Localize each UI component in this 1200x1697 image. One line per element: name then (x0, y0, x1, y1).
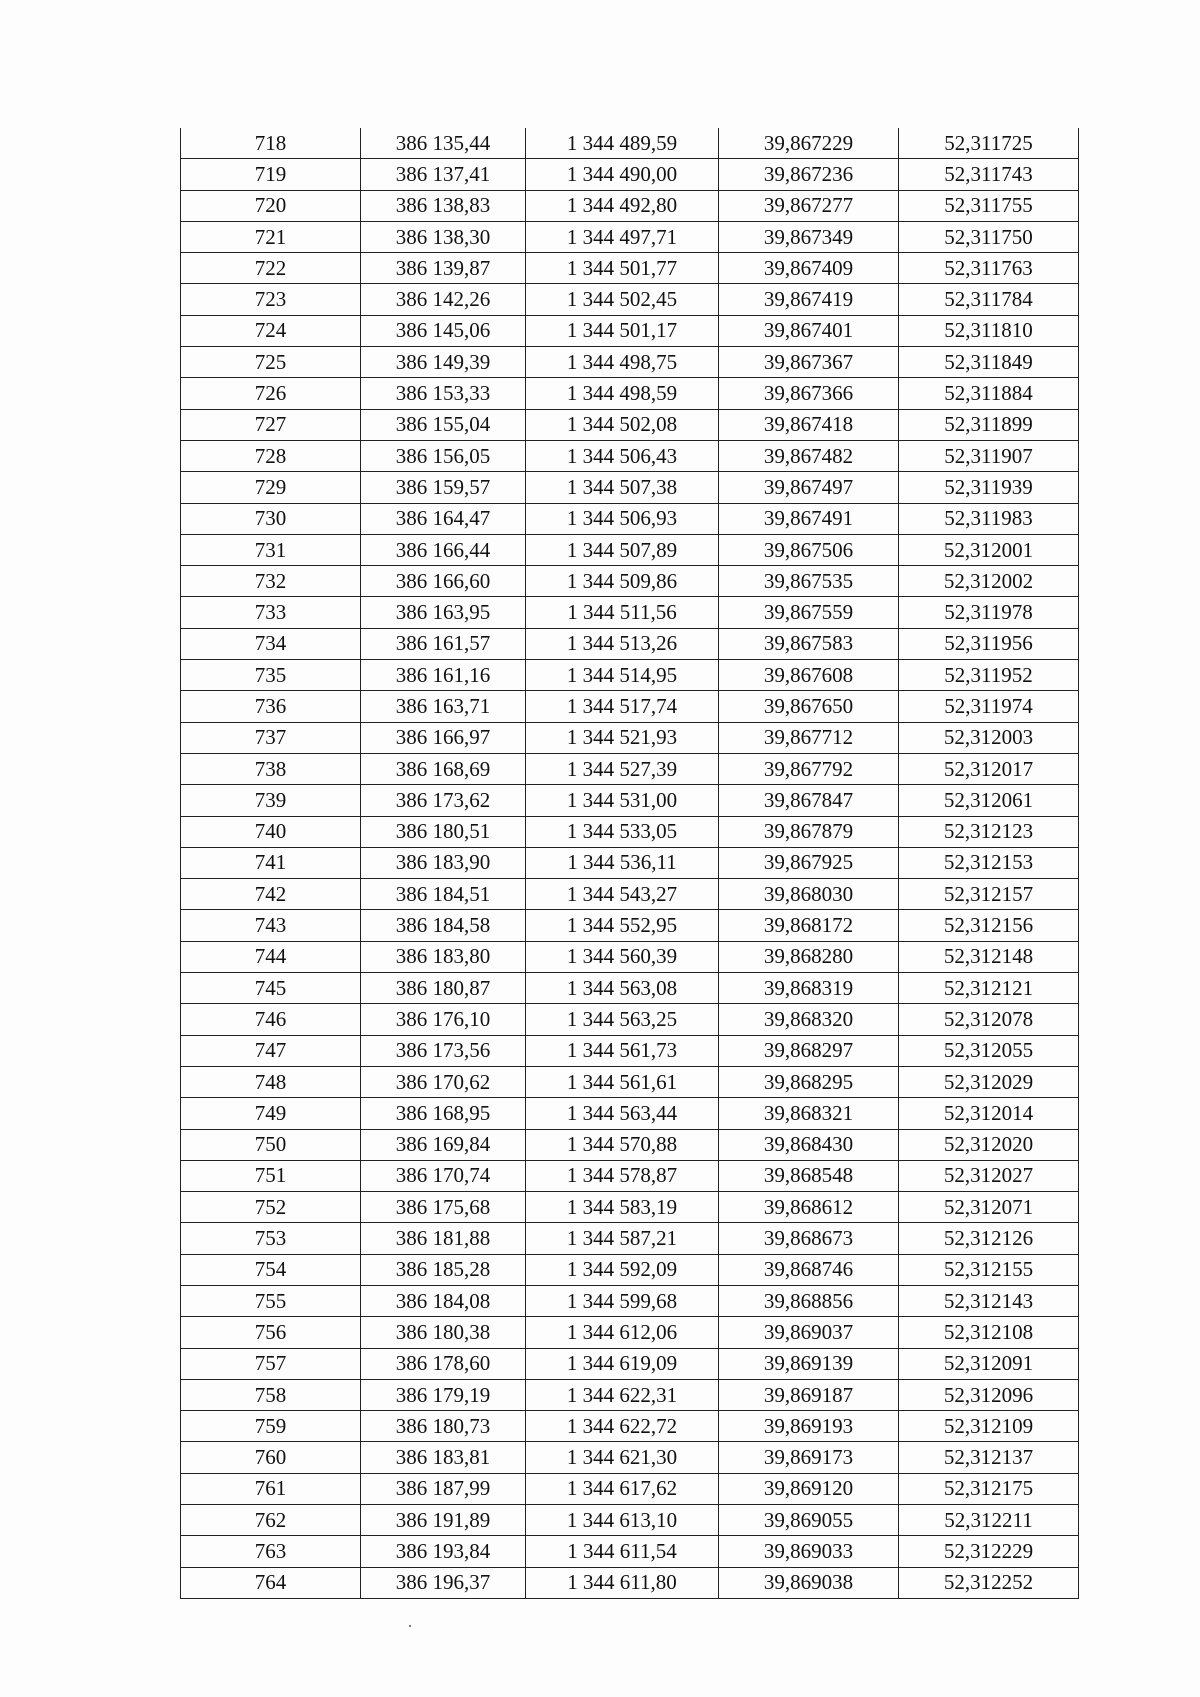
latitude-cell: 52,311750 (899, 221, 1079, 252)
x-coordinate-cell: 386 181,88 (361, 1223, 526, 1254)
y-coordinate-cell: 1 344 502,08 (526, 409, 719, 440)
latitude-cell: 52,312017 (899, 753, 1079, 784)
latitude-cell: 52,312078 (899, 1004, 1079, 1035)
table-row (181, 472, 1079, 503)
latitude-cell: 52,312148 (899, 941, 1079, 972)
x-coordinate-cell: 386 180,51 (361, 816, 526, 847)
x-coordinate-cell: 386 153,33 (361, 378, 526, 409)
longitude-cell: 39,867491 (719, 503, 899, 534)
x-coordinate-cell: 386 183,81 (361, 1442, 526, 1473)
longitude-cell: 39,867482 (719, 440, 899, 471)
point-number-cell: 744 (181, 941, 361, 972)
latitude-cell: 52,312108 (899, 1317, 1079, 1348)
longitude-cell: 39,867366 (719, 378, 899, 409)
y-coordinate-cell: 1 344 621,30 (526, 1442, 719, 1473)
table-row (181, 1317, 1079, 1348)
longitude-cell: 39,869193 (719, 1411, 899, 1442)
point-number-cell: 740 (181, 816, 361, 847)
latitude-cell: 52,312143 (899, 1285, 1079, 1316)
latitude-cell: 52,312003 (899, 722, 1079, 753)
longitude-cell: 39,869033 (719, 1536, 899, 1567)
y-coordinate-cell: 1 344 501,17 (526, 315, 719, 346)
table-row (181, 1160, 1079, 1191)
y-coordinate-cell: 1 344 531,00 (526, 785, 719, 816)
y-coordinate-cell: 1 344 563,25 (526, 1004, 719, 1035)
point-number-cell: 748 (181, 1066, 361, 1097)
y-coordinate-cell: 1 344 561,73 (526, 1035, 719, 1066)
longitude-cell: 39,867409 (719, 253, 899, 284)
latitude-cell: 52,311725 (899, 128, 1079, 159)
x-coordinate-cell: 386 166,97 (361, 722, 526, 753)
point-number-cell: 762 (181, 1505, 361, 1536)
table-row (181, 1035, 1079, 1066)
point-number-cell: 721 (181, 221, 361, 252)
longitude-cell: 39,867879 (719, 816, 899, 847)
scan-speck (409, 1625, 411, 1627)
y-coordinate-cell: 1 344 536,11 (526, 847, 719, 878)
table-row (181, 785, 1079, 816)
longitude-cell: 39,868430 (719, 1129, 899, 1160)
latitude-cell: 52,311939 (899, 472, 1079, 503)
y-coordinate-cell: 1 344 611,80 (526, 1567, 719, 1598)
y-coordinate-cell: 1 344 506,93 (526, 503, 719, 534)
longitude-cell: 39,869120 (719, 1473, 899, 1504)
table-row (181, 315, 1079, 346)
longitude-cell: 39,869139 (719, 1348, 899, 1379)
latitude-cell: 52,311952 (899, 660, 1079, 691)
table-row (181, 1442, 1079, 1473)
longitude-cell: 39,868319 (719, 973, 899, 1004)
y-coordinate-cell: 1 344 563,44 (526, 1098, 719, 1129)
latitude-cell: 52,311743 (899, 159, 1079, 190)
y-coordinate-cell: 1 344 511,56 (526, 597, 719, 628)
latitude-cell: 52,311784 (899, 284, 1079, 315)
longitude-cell: 39,868297 (719, 1035, 899, 1066)
longitude-cell: 39,869055 (719, 1505, 899, 1536)
point-number-cell: 759 (181, 1411, 361, 1442)
y-coordinate-cell: 1 344 570,88 (526, 1129, 719, 1160)
y-coordinate-cell: 1 344 611,54 (526, 1536, 719, 1567)
latitude-cell: 52,312175 (899, 1473, 1079, 1504)
table-row (181, 1192, 1079, 1223)
x-coordinate-cell: 386 191,89 (361, 1505, 526, 1536)
table-row (181, 1254, 1079, 1285)
point-number-cell: 734 (181, 628, 361, 659)
y-coordinate-cell: 1 344 501,77 (526, 253, 719, 284)
latitude-cell: 52,312001 (899, 534, 1079, 565)
latitude-cell: 52,311884 (899, 378, 1079, 409)
y-coordinate-cell: 1 344 560,39 (526, 941, 719, 972)
point-number-cell: 720 (181, 190, 361, 221)
latitude-cell: 52,311956 (899, 628, 1079, 659)
y-coordinate-cell: 1 344 489,59 (526, 128, 719, 159)
y-coordinate-cell: 1 344 517,74 (526, 691, 719, 722)
longitude-cell: 39,869187 (719, 1379, 899, 1410)
point-number-cell: 742 (181, 879, 361, 910)
longitude-cell: 39,867792 (719, 753, 899, 784)
x-coordinate-cell: 386 183,90 (361, 847, 526, 878)
x-coordinate-cell: 386 164,47 (361, 503, 526, 534)
y-coordinate-cell: 1 344 599,68 (526, 1285, 719, 1316)
x-coordinate-cell: 386 168,69 (361, 753, 526, 784)
point-number-cell: 731 (181, 534, 361, 565)
y-coordinate-cell: 1 344 622,31 (526, 1379, 719, 1410)
x-coordinate-cell: 386 163,95 (361, 597, 526, 628)
x-coordinate-cell: 386 159,57 (361, 472, 526, 503)
x-coordinate-cell: 386 168,95 (361, 1098, 526, 1129)
y-coordinate-cell: 1 344 563,08 (526, 973, 719, 1004)
x-coordinate-cell: 386 161,57 (361, 628, 526, 659)
x-coordinate-cell: 386 169,84 (361, 1129, 526, 1160)
latitude-cell: 52,312123 (899, 816, 1079, 847)
table-row (181, 722, 1079, 753)
x-coordinate-cell: 386 184,58 (361, 910, 526, 941)
table-row (181, 440, 1079, 471)
table-row (181, 534, 1079, 565)
latitude-cell: 52,311810 (899, 315, 1079, 346)
x-coordinate-cell: 386 196,37 (361, 1567, 526, 1598)
table-row (181, 1066, 1079, 1097)
x-coordinate-cell: 386 175,68 (361, 1192, 526, 1223)
longitude-cell: 39,867650 (719, 691, 899, 722)
table-row (181, 1505, 1079, 1536)
y-coordinate-cell: 1 344 612,06 (526, 1317, 719, 1348)
longitude-cell: 39,867419 (719, 284, 899, 315)
longitude-cell: 39,867712 (719, 722, 899, 753)
longitude-cell: 39,868321 (719, 1098, 899, 1129)
x-coordinate-cell: 386 178,60 (361, 1348, 526, 1379)
latitude-cell: 52,312156 (899, 910, 1079, 941)
latitude-cell: 52,311899 (899, 409, 1079, 440)
point-number-cell: 725 (181, 347, 361, 378)
x-coordinate-cell: 386 179,19 (361, 1379, 526, 1410)
y-coordinate-cell: 1 344 527,39 (526, 753, 719, 784)
x-coordinate-cell: 386 180,73 (361, 1411, 526, 1442)
point-number-cell: 753 (181, 1223, 361, 1254)
longitude-cell: 39,868612 (719, 1192, 899, 1223)
y-coordinate-cell: 1 344 509,86 (526, 566, 719, 597)
x-coordinate-cell: 386 180,38 (361, 1317, 526, 1348)
table-row (181, 1536, 1079, 1567)
longitude-cell: 39,869037 (719, 1317, 899, 1348)
point-number-cell: 741 (181, 847, 361, 878)
point-number-cell: 736 (181, 691, 361, 722)
table-row (181, 1004, 1079, 1035)
table-row (181, 190, 1079, 221)
point-number-cell: 728 (181, 440, 361, 471)
point-number-cell: 757 (181, 1348, 361, 1379)
latitude-cell: 52,312002 (899, 566, 1079, 597)
y-coordinate-cell: 1 344 578,87 (526, 1160, 719, 1191)
latitude-cell: 52,312137 (899, 1442, 1079, 1473)
table-row (181, 753, 1079, 784)
longitude-cell: 39,867229 (719, 128, 899, 159)
y-coordinate-cell: 1 344 498,75 (526, 347, 719, 378)
longitude-cell: 39,868673 (719, 1223, 899, 1254)
x-coordinate-cell: 386 173,62 (361, 785, 526, 816)
point-number-cell: 760 (181, 1442, 361, 1473)
point-number-cell: 724 (181, 315, 361, 346)
latitude-cell: 52,312027 (899, 1160, 1079, 1191)
longitude-cell: 39,867583 (719, 628, 899, 659)
latitude-cell: 52,311849 (899, 347, 1079, 378)
y-coordinate-cell: 1 344 513,26 (526, 628, 719, 659)
y-coordinate-cell: 1 344 619,09 (526, 1348, 719, 1379)
point-number-cell: 761 (181, 1473, 361, 1504)
point-number-cell: 745 (181, 973, 361, 1004)
table-row (181, 378, 1079, 409)
point-number-cell: 718 (181, 128, 361, 159)
x-coordinate-cell: 386 166,44 (361, 534, 526, 565)
x-coordinate-cell: 386 170,74 (361, 1160, 526, 1191)
latitude-cell: 52,312109 (899, 1411, 1079, 1442)
longitude-cell: 39,867497 (719, 472, 899, 503)
latitude-cell: 52,311983 (899, 503, 1079, 534)
longitude-cell: 39,867535 (719, 566, 899, 597)
y-coordinate-cell: 1 344 497,71 (526, 221, 719, 252)
latitude-cell: 52,311974 (899, 691, 1079, 722)
latitude-cell: 52,312252 (899, 1567, 1079, 1598)
y-coordinate-cell: 1 344 543,27 (526, 879, 719, 910)
y-coordinate-cell: 1 344 587,21 (526, 1223, 719, 1254)
table-row (181, 503, 1079, 534)
latitude-cell: 52,312029 (899, 1066, 1079, 1097)
point-number-cell: 756 (181, 1317, 361, 1348)
coordinates-table (180, 128, 1079, 1599)
x-coordinate-cell: 386 176,10 (361, 1004, 526, 1035)
y-coordinate-cell: 1 344 561,61 (526, 1066, 719, 1097)
latitude-cell: 52,312121 (899, 973, 1079, 1004)
longitude-cell: 39,867401 (719, 315, 899, 346)
y-coordinate-cell: 1 344 617,62 (526, 1473, 719, 1504)
latitude-cell: 52,312014 (899, 1098, 1079, 1129)
point-number-cell: 763 (181, 1536, 361, 1567)
y-coordinate-cell: 1 344 514,95 (526, 660, 719, 691)
point-number-cell: 735 (181, 660, 361, 691)
longitude-cell: 39,869038 (719, 1567, 899, 1598)
y-coordinate-cell: 1 344 552,95 (526, 910, 719, 941)
x-coordinate-cell: 386 170,62 (361, 1066, 526, 1097)
x-coordinate-cell: 386 180,87 (361, 973, 526, 1004)
point-number-cell: 752 (181, 1192, 361, 1223)
latitude-cell: 52,311978 (899, 597, 1079, 628)
x-coordinate-cell: 386 185,28 (361, 1254, 526, 1285)
latitude-cell: 52,311763 (899, 253, 1079, 284)
latitude-cell: 52,312211 (899, 1505, 1079, 1536)
longitude-cell: 39,867847 (719, 785, 899, 816)
point-number-cell: 747 (181, 1035, 361, 1066)
point-number-cell: 727 (181, 409, 361, 440)
latitude-cell: 52,312126 (899, 1223, 1079, 1254)
point-number-cell: 749 (181, 1098, 361, 1129)
x-coordinate-cell: 386 137,41 (361, 159, 526, 190)
x-coordinate-cell: 386 145,06 (361, 315, 526, 346)
table-row (181, 1098, 1079, 1129)
point-number-cell: 732 (181, 566, 361, 597)
x-coordinate-cell: 386 187,99 (361, 1473, 526, 1504)
table-row (181, 973, 1079, 1004)
latitude-cell: 52,312096 (899, 1379, 1079, 1410)
x-coordinate-cell: 386 184,51 (361, 879, 526, 910)
latitude-cell: 52,312091 (899, 1348, 1079, 1379)
y-coordinate-cell: 1 344 506,43 (526, 440, 719, 471)
table-row (181, 1223, 1079, 1254)
table-row (181, 910, 1079, 941)
table-row (181, 128, 1079, 159)
longitude-cell: 39,867367 (719, 347, 899, 378)
table-row (181, 597, 1079, 628)
x-coordinate-cell: 386 142,26 (361, 284, 526, 315)
coordinates-table-body (181, 128, 1079, 1598)
latitude-cell: 52,312020 (899, 1129, 1079, 1160)
y-coordinate-cell: 1 344 490,00 (526, 159, 719, 190)
longitude-cell: 39,868746 (719, 1254, 899, 1285)
table-row (181, 347, 1079, 378)
longitude-cell: 39,867418 (719, 409, 899, 440)
longitude-cell: 39,868548 (719, 1160, 899, 1191)
x-coordinate-cell: 386 138,30 (361, 221, 526, 252)
longitude-cell: 39,867925 (719, 847, 899, 878)
longitude-cell: 39,868030 (719, 879, 899, 910)
table-row (181, 691, 1079, 722)
table-row (181, 1567, 1079, 1598)
longitude-cell: 39,868172 (719, 910, 899, 941)
longitude-cell: 39,868320 (719, 1004, 899, 1035)
y-coordinate-cell: 1 344 521,93 (526, 722, 719, 753)
x-coordinate-cell: 386 135,44 (361, 128, 526, 159)
latitude-cell: 52,311907 (899, 440, 1079, 471)
point-number-cell: 723 (181, 284, 361, 315)
x-coordinate-cell: 386 156,05 (361, 440, 526, 471)
x-coordinate-cell: 386 161,16 (361, 660, 526, 691)
x-coordinate-cell: 386 163,71 (361, 691, 526, 722)
latitude-cell: 52,312153 (899, 847, 1079, 878)
table-row (181, 847, 1079, 878)
longitude-cell: 39,868280 (719, 941, 899, 972)
x-coordinate-cell: 386 183,80 (361, 941, 526, 972)
longitude-cell: 39,868856 (719, 1285, 899, 1316)
table-row (181, 221, 1079, 252)
y-coordinate-cell: 1 344 498,59 (526, 378, 719, 409)
table-row (181, 660, 1079, 691)
point-number-cell: 719 (181, 159, 361, 190)
table-row (181, 816, 1079, 847)
x-coordinate-cell: 386 155,04 (361, 409, 526, 440)
point-number-cell: 729 (181, 472, 361, 503)
table-row (181, 941, 1079, 972)
table-row (181, 159, 1079, 190)
latitude-cell: 52,312155 (899, 1254, 1079, 1285)
y-coordinate-cell: 1 344 507,89 (526, 534, 719, 565)
point-number-cell: 739 (181, 785, 361, 816)
x-coordinate-cell: 386 166,60 (361, 566, 526, 597)
longitude-cell: 39,867506 (719, 534, 899, 565)
latitude-cell: 52,312229 (899, 1536, 1079, 1567)
longitude-cell: 39,867559 (719, 597, 899, 628)
y-coordinate-cell: 1 344 583,19 (526, 1192, 719, 1223)
y-coordinate-cell: 1 344 492,80 (526, 190, 719, 221)
latitude-cell: 52,312071 (899, 1192, 1079, 1223)
point-number-cell: 755 (181, 1285, 361, 1316)
table-row (181, 628, 1079, 659)
point-number-cell: 754 (181, 1254, 361, 1285)
x-coordinate-cell: 386 184,08 (361, 1285, 526, 1316)
x-coordinate-cell: 386 173,56 (361, 1035, 526, 1066)
table-row (181, 1129, 1079, 1160)
longitude-cell: 39,867349 (719, 221, 899, 252)
x-coordinate-cell: 386 138,83 (361, 190, 526, 221)
point-number-cell: 730 (181, 503, 361, 534)
longitude-cell: 39,867236 (719, 159, 899, 190)
table-row (181, 284, 1079, 315)
table-row (181, 253, 1079, 284)
x-coordinate-cell: 386 149,39 (361, 347, 526, 378)
point-number-cell: 764 (181, 1567, 361, 1598)
y-coordinate-cell: 1 344 622,72 (526, 1411, 719, 1442)
longitude-cell: 39,868295 (719, 1066, 899, 1097)
point-number-cell: 743 (181, 910, 361, 941)
point-number-cell: 751 (181, 1160, 361, 1191)
point-number-cell: 758 (181, 1379, 361, 1410)
point-number-cell: 750 (181, 1129, 361, 1160)
table-row (181, 566, 1079, 597)
latitude-cell: 52,312055 (899, 1035, 1079, 1066)
table-row (181, 1411, 1079, 1442)
table-row (181, 409, 1079, 440)
longitude-cell: 39,867608 (719, 660, 899, 691)
y-coordinate-cell: 1 344 613,10 (526, 1505, 719, 1536)
longitude-cell: 39,869173 (719, 1442, 899, 1473)
point-number-cell: 722 (181, 253, 361, 284)
x-coordinate-cell: 386 139,87 (361, 253, 526, 284)
y-coordinate-cell: 1 344 533,05 (526, 816, 719, 847)
point-number-cell: 726 (181, 378, 361, 409)
table-row (181, 879, 1079, 910)
table-row (181, 1473, 1079, 1504)
y-coordinate-cell: 1 344 502,45 (526, 284, 719, 315)
latitude-cell: 52,311755 (899, 190, 1079, 221)
point-number-cell: 733 (181, 597, 361, 628)
y-coordinate-cell: 1 344 592,09 (526, 1254, 719, 1285)
point-number-cell: 737 (181, 722, 361, 753)
y-coordinate-cell: 1 344 507,38 (526, 472, 719, 503)
point-number-cell: 746 (181, 1004, 361, 1035)
table-row (181, 1285, 1079, 1316)
latitude-cell: 52,312061 (899, 785, 1079, 816)
x-coordinate-cell: 386 193,84 (361, 1536, 526, 1567)
table-row (181, 1348, 1079, 1379)
latitude-cell: 52,312157 (899, 879, 1079, 910)
table-row (181, 1379, 1079, 1410)
point-number-cell: 738 (181, 753, 361, 784)
longitude-cell: 39,867277 (719, 190, 899, 221)
